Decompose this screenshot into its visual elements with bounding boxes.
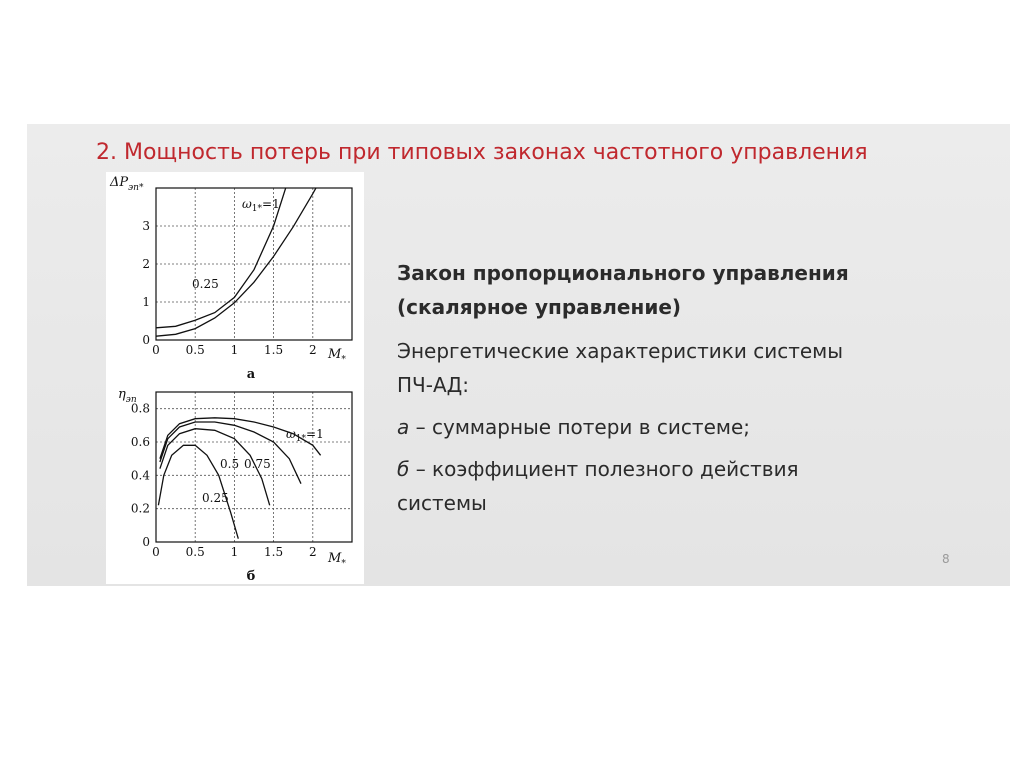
law-heading-line1: Закон пропорционального управления [397, 261, 849, 285]
x-tick-label: 0.5 [185, 343, 205, 357]
chart-b [118, 387, 352, 584]
series-label-part: 0.25 [192, 277, 219, 291]
series-label-part: =1 [306, 427, 324, 441]
series-label-part: 0.25 [202, 491, 229, 505]
series-label [286, 427, 324, 444]
series-label [202, 491, 229, 505]
chart-caption: а [246, 367, 256, 382]
intro-line1: Энергетические характеристики системы [397, 339, 844, 363]
y-axis-label-main: ΔP [110, 175, 129, 190]
x-tick-label: 1.5 [264, 545, 284, 559]
y-axis-label-sub: эп [125, 395, 137, 405]
y-axis-label [109, 175, 144, 193]
x-tick-label: 0 [152, 545, 160, 559]
series-label-part: ω [286, 427, 296, 441]
y-tick-label: 2 [142, 257, 150, 271]
series-label [220, 457, 239, 471]
series-label-part: =1 [262, 197, 280, 211]
x-axis-label-sub: * [341, 355, 346, 365]
item-a-letter: а [397, 415, 410, 439]
series-line [160, 422, 301, 484]
slide-title: 2. Мощность потерь при типовых законах частотного управления [96, 140, 868, 165]
x-tick-label: 0.5 [185, 545, 205, 559]
y-axis-label-sub: эп* [128, 183, 144, 193]
intro-line2: ПЧ-АД: [397, 373, 470, 397]
item-b-letter: б [397, 457, 410, 481]
y-tick-label: 3 [142, 219, 150, 233]
y-tick-label: 0.6 [130, 435, 150, 449]
series-label-part: ω [242, 197, 252, 211]
chart-caption: б [246, 569, 256, 584]
x-axis-label [327, 347, 346, 365]
intro-paragraph [397, 334, 997, 402]
chart-a [109, 172, 352, 382]
series-label-part: 1* [295, 434, 307, 444]
series-label [192, 277, 219, 291]
y-tick-label: 0.8 [130, 401, 150, 416]
law-heading-line2: (скалярное управление) [397, 295, 682, 319]
x-axis-label-main: M [328, 347, 342, 362]
figure-svg [106, 172, 364, 584]
series-label [242, 197, 280, 214]
x-tick-label: 2 [308, 343, 317, 357]
text-block [397, 256, 997, 528]
series-label-part: 1* [251, 204, 263, 214]
y-axis-label [118, 387, 137, 405]
x-tick-label: 1.5 [264, 343, 284, 357]
x-axis-label-main: M [328, 551, 342, 566]
x-tick-label: 0 [152, 343, 160, 357]
item-b-text-line1: – коэффициент полезного действия [409, 457, 799, 481]
x-axis-label [327, 551, 346, 569]
series-label-part: 0.75 [244, 457, 271, 471]
x-tick-label: 1 [230, 343, 239, 357]
y-tick-label: 0.2 [130, 501, 150, 516]
x-axis-label-sub: * [341, 559, 346, 569]
x-tick-label: 2 [308, 545, 317, 559]
item-a-text: – суммарные потери в системе; [409, 415, 751, 439]
y-tick-label: 0 [142, 535, 150, 549]
item-b-text-line2: системы [397, 491, 487, 515]
page-number: 8 [942, 552, 950, 566]
y-tick-label: 1 [142, 295, 150, 309]
y-tick-label: 0.4 [130, 468, 150, 483]
y-tick-label: 0 [142, 333, 150, 347]
item-a [397, 410, 997, 444]
x-tick-label: 1 [230, 545, 239, 559]
series-label-part: 0.5 [220, 457, 240, 471]
y-axis-label-main: η [118, 387, 126, 402]
item-b [397, 452, 997, 520]
figure-panel [106, 172, 364, 584]
law-heading [397, 256, 997, 324]
